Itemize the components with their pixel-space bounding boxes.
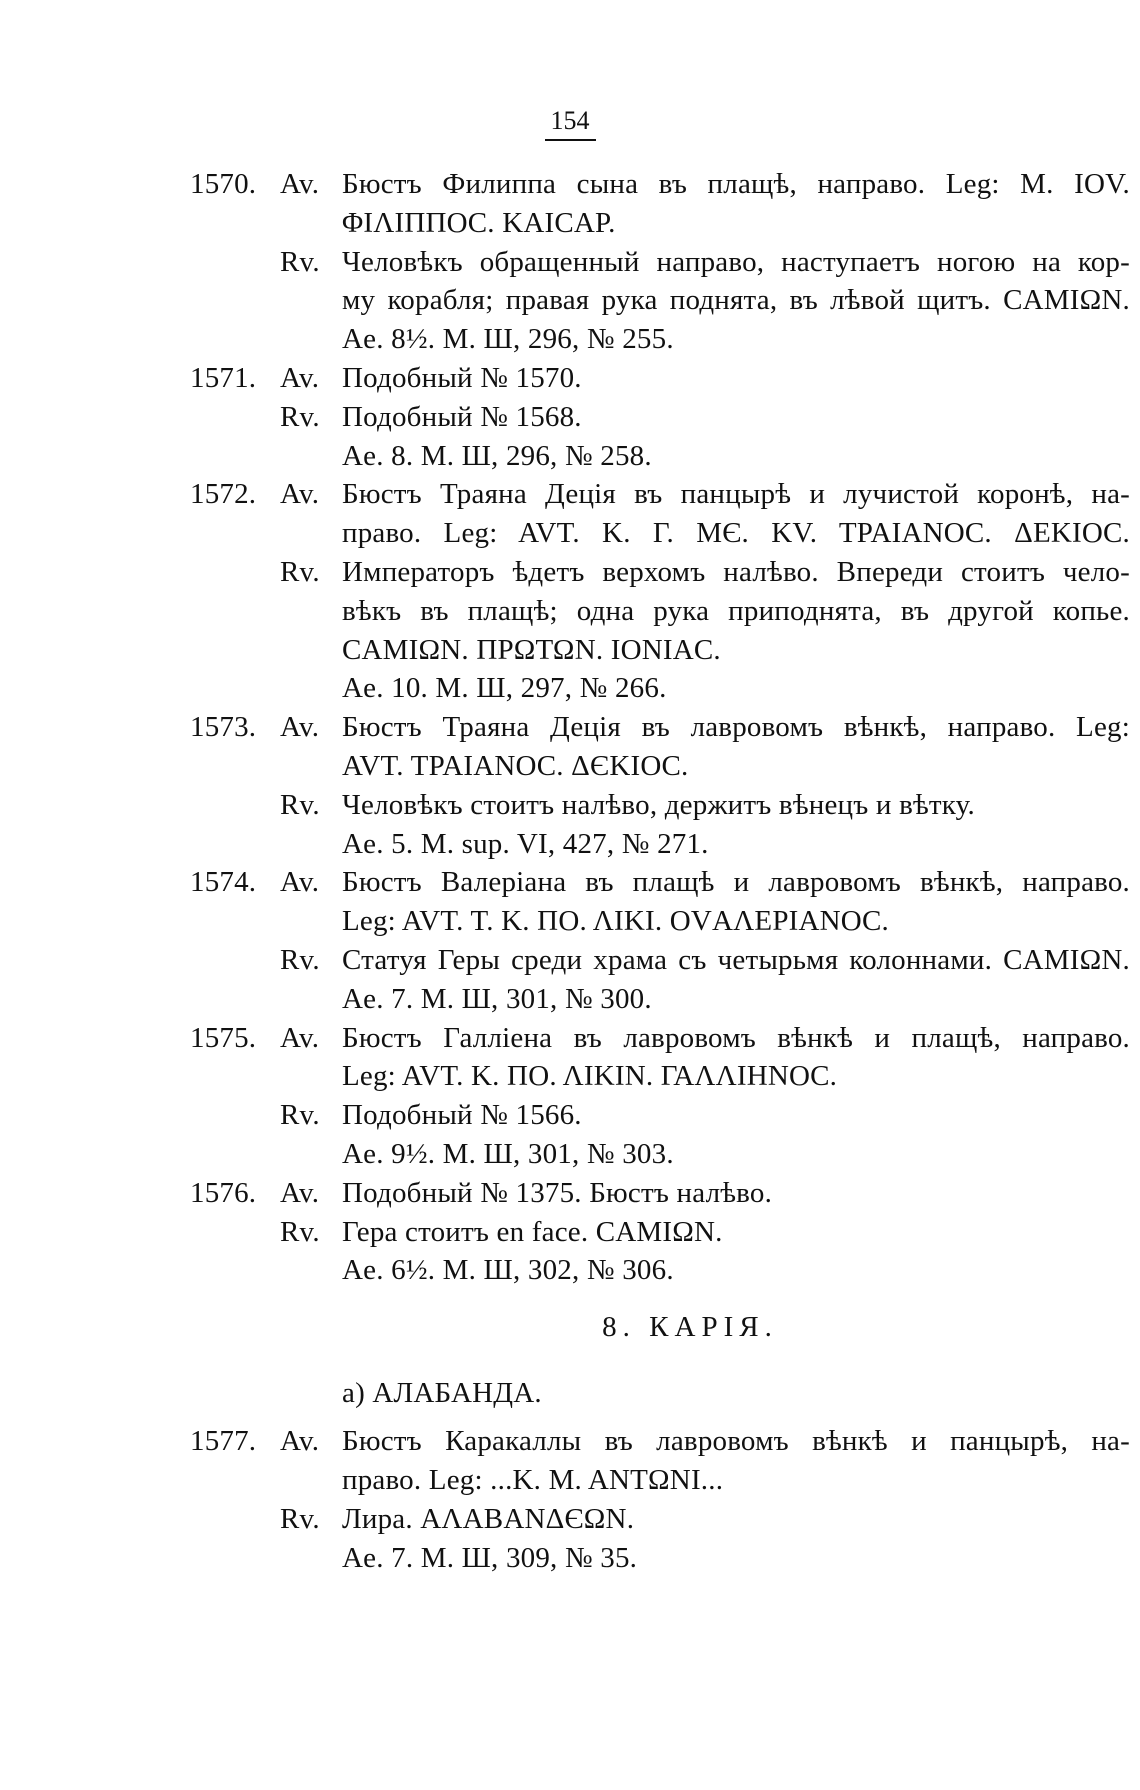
text-line xyxy=(190,1060,1130,1099)
coin-side-label: Rv. xyxy=(280,1502,320,1535)
page-number xyxy=(0,106,1140,141)
line-text: право. Leg: AVT. K. Г. MЄ. KV. TPAIANOC. ΔΕΚΙΟC. xyxy=(342,517,1130,550)
entry-number: 1577. xyxy=(190,1425,257,1458)
entry-number: 1573. xyxy=(190,711,257,744)
coin-side-label: Rv. xyxy=(280,1215,320,1248)
line-text: вѣкъ въ плащѣ; одна рука приподнята, въ другой копье. xyxy=(342,594,1130,627)
coin-side-label: Av. xyxy=(280,1425,320,1458)
text-line xyxy=(190,1425,1130,1464)
text-line xyxy=(190,1542,1130,1581)
text-line xyxy=(190,789,1130,828)
text-line xyxy=(190,1099,1130,1138)
text-line xyxy=(190,944,1130,983)
line-text: Ae. 6½. M. Ш, 302, № 306. xyxy=(342,1254,674,1287)
coin-side-label: Rv. xyxy=(280,1099,320,1132)
line-text: AVT. TPAIANOC. ΔЄKIOC. xyxy=(342,749,689,782)
line-text: Leg: AVT. K. ΠΟ. ΛΙΚΙΝ. ΓΑΛΛΙΗΝΟC. xyxy=(342,1060,838,1093)
catalog-text xyxy=(190,168,1130,1580)
text-line xyxy=(190,1177,1130,1216)
coin-side-label: Av. xyxy=(280,361,320,394)
text-line xyxy=(190,1022,1130,1061)
coin-side-label: Rv. xyxy=(280,943,320,976)
coin-side-label: Av. xyxy=(280,866,320,899)
text-line xyxy=(190,672,1130,711)
entry-number: 1570. xyxy=(190,168,257,200)
line-text: Ae. 7. M. Ш, 309, № 35. xyxy=(342,1541,638,1574)
line-text: Человѣкъ обращенный направо, наступаетъ ногою на кор- xyxy=(342,245,1130,278)
text-line xyxy=(190,634,1130,673)
catalog-entries-alabanda xyxy=(190,1425,1130,1580)
entry-number: 1574. xyxy=(190,866,257,899)
text-line xyxy=(190,1216,1130,1255)
text-line xyxy=(190,828,1130,867)
catalog-entries-samos xyxy=(190,168,1130,1293)
line-text: Бюстъ Галліена въ лавровомъ вѣнкѣ и плащѣ, направо. xyxy=(342,1021,1130,1054)
line-text: Ae. 5. M. sup. VI, 427, № 271. xyxy=(342,827,709,860)
text-line xyxy=(190,440,1130,479)
line-text: Бюстъ Валеріана въ плащѣ и лавровомъ вѣнкѣ, направо. xyxy=(342,866,1130,899)
line-text: Подобный № 1566. xyxy=(342,1099,582,1132)
text-line xyxy=(190,983,1130,1022)
text-line xyxy=(190,1503,1130,1542)
text-line xyxy=(190,1254,1130,1293)
line-text: Подобный № 1375. Бюстъ налѣво. xyxy=(342,1176,773,1209)
text-line xyxy=(190,517,1130,556)
text-line xyxy=(190,1464,1130,1503)
line-text: право. Leg: ...K. M. ANTΩNI... xyxy=(342,1463,724,1496)
entry-number: 1572. xyxy=(190,478,257,511)
coin-side-label: Rv. xyxy=(280,400,320,433)
line-text: Ae. 7. M. Ш, 301, № 300. xyxy=(342,982,652,1015)
line-text: Императоръ ѣдетъ верхомъ налѣво. Впереди стоитъ чело- xyxy=(342,555,1130,588)
subsection-title: а) АЛАБАНДА. xyxy=(342,1376,542,1409)
text-line xyxy=(190,362,1130,401)
text-line xyxy=(190,478,1130,517)
page-number-text: 154 xyxy=(545,106,596,141)
line-text: CAMIΩN. ΠΡΩΤΩΝ. IONIAC. xyxy=(342,633,721,666)
entry-number: 1575. xyxy=(190,1021,257,1054)
text-line xyxy=(190,246,1130,285)
text-line xyxy=(190,323,1130,362)
line-text: Подобный № 1570. xyxy=(342,361,582,394)
line-text: Ae. 8. M. Ш, 296, № 258. xyxy=(342,439,652,472)
coin-side-label: Rv. xyxy=(280,245,320,278)
text-line xyxy=(190,207,1130,246)
coin-side-label: Av. xyxy=(280,711,320,744)
line-text: Человѣкъ стоитъ налѣво, держитъ вѣнецъ и вѣтку. xyxy=(342,788,975,821)
text-line xyxy=(190,866,1130,905)
coin-side-label: Av. xyxy=(280,168,320,200)
line-text: Ae. 8½. M. Ш, 296, № 255. xyxy=(342,323,674,356)
coin-side-label: Av. xyxy=(280,478,320,511)
text-line xyxy=(190,284,1130,323)
line-text: Гера стоитъ en face. CAMIΩN. xyxy=(342,1215,723,1248)
text-line xyxy=(190,168,1130,207)
line-text: Leg: AVT. T. K. ΠΟ. ΛΙΚΙ. ΟVΑΛΕΡΙΑΝΟC. xyxy=(342,905,889,938)
line-text: Лира. AΛABANΔЄΩN. xyxy=(342,1502,635,1535)
text-line xyxy=(190,401,1130,440)
text-line xyxy=(190,595,1130,634)
line-text: ΦΙΛΙΠΠΟC. KAICAP. xyxy=(342,206,616,239)
text-line xyxy=(190,556,1130,595)
line-text: Бюстъ Филиппа сына въ плащѣ, направо. Leg: M. IOV. xyxy=(342,168,1130,200)
text-line xyxy=(190,711,1130,750)
line-text: Статуя Геры среди храма съ четырьмя колоннами. CAMIΩN. xyxy=(342,943,1130,976)
line-text: Ae. 9½. M. Ш, 301, № 303. xyxy=(342,1137,674,1170)
line-text: Бюстъ Каракаллы въ лавровомъ вѣнкѣ и панцырѣ, на- xyxy=(342,1425,1130,1458)
section-title: 8. КАРІЯ. xyxy=(602,1310,778,1343)
text-line xyxy=(190,1138,1130,1177)
coin-side-label: Rv. xyxy=(280,788,320,821)
text-line xyxy=(190,750,1130,789)
line-text: Ae. 10. M. Ш, 297, № 266. xyxy=(342,672,667,705)
entry-number: 1571. xyxy=(190,361,257,394)
text-line xyxy=(190,905,1130,944)
coin-side-label: Rv. xyxy=(280,555,320,588)
entry-number: 1576. xyxy=(190,1176,257,1209)
coin-side-label: Av. xyxy=(280,1176,320,1209)
line-text: Бюстъ Траяна Деція въ панцырѣ и лучистой коронѣ, на- xyxy=(342,478,1130,511)
line-text: Бюстъ Траяна Деція въ лавровомъ вѣнкѣ, направо. Leg: xyxy=(342,711,1130,744)
line-text: му корабля; правая рука поднята, въ лѣвой щитъ. CAMIΩN. xyxy=(342,284,1130,317)
line-text: Подобный № 1568. xyxy=(342,400,582,433)
coin-side-label: Av. xyxy=(280,1021,320,1054)
